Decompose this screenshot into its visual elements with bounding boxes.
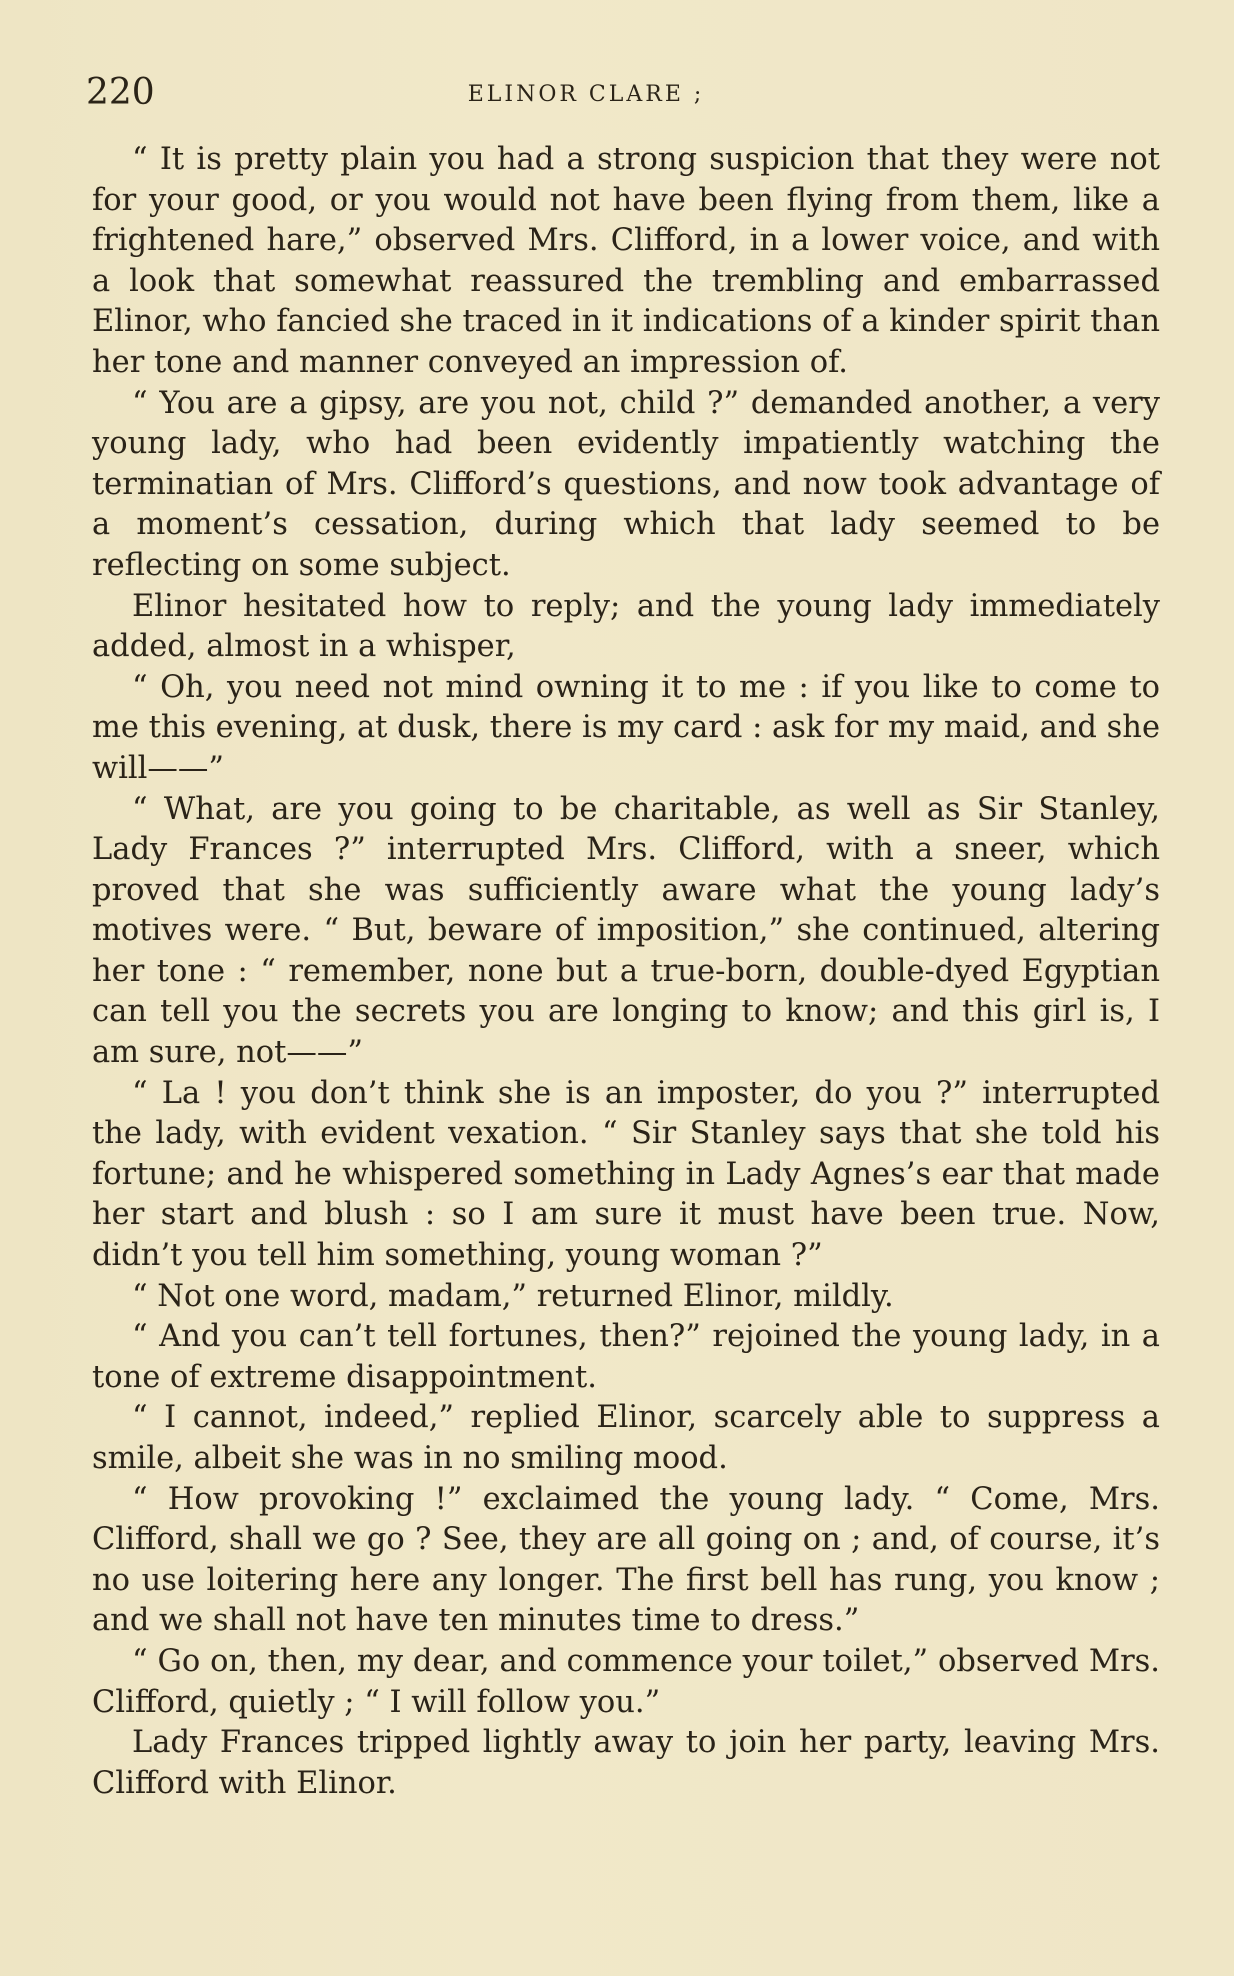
paragraph: “ What, are you going to be charitable, as well as Sir Stanley, Lady Frances ?” interrupted Mrs. Clifford, with a sneer, which proved that she was sufficiently aware what the young lady’s motives were. “ But, beware of imposition,” she continued, altering her tone : “ remember, none but a true-born, double-dyed Egyptian can tell you the secrets you are longing to know; and this girl is, I am sure, not——” bbox=[92, 791, 1160, 1071]
page-number: 220 bbox=[86, 72, 155, 113]
paragraph: “ And you can’t tell fortunes, then?” rejoined the young lady, in a tone of extreme disappointment. bbox=[92, 1319, 1160, 1395]
running-head: ELINOR CLARE ; bbox=[467, 82, 705, 107]
paragraph: “ You are a gipsy, are you not, child ?” demanded another, a very young lady, who had been evidently impatiently watching the terminatian of Mrs. Clifford’s questions, and now took advantage of a moment’s cessation, during which that lady seemed to be reflecting on some subject. bbox=[92, 385, 1160, 583]
paragraph: “ I cannot, indeed,” replied Elinor, scarcely able to suppress a smile, albeit she was in no smiling mood. bbox=[92, 1400, 1160, 1476]
page-header bbox=[86, 72, 1146, 120]
paragraph: “ Go on, then, my dear, and commence your toilet,” observed Mrs. Clifford, quietly ; “ I will follow you.” bbox=[92, 1643, 1160, 1720]
page-body bbox=[92, 140, 1160, 1804]
paragraph: “ Oh, you need not mind owning it to me : if you like to come to me this evening, at dusk, there is my card : ask for my maid, and she will——” bbox=[92, 669, 1160, 786]
paragraph: “ How provoking !” exclaimed the young lady. “ Come, Mrs. Clifford, shall we go ? See, they are all going on ; and, of course, it’s no use loitering here any longer. The first bell has rung, you know ; and we shall not have ten minutes time to dress.” bbox=[92, 1481, 1160, 1639]
paragraph: Lady Frances tripped lightly away to join her party, leaving Mrs. Clifford with Elinor. bbox=[92, 1725, 1160, 1801]
paragraph: Elinor hesitated how to reply; and the young lady immediately added, almost in a whisper, bbox=[92, 588, 1160, 665]
paragraph: “ La ! you don’t think she is an imposter, do you ?” interrupted the lady, with evident vexation. “ Sir Stanley says that she told his fortune; and he whispered something in Lady Agnes’s ear that made her start and blush : so I am sure it must have been true. Now, didn’t you tell him something, young woman ?” bbox=[92, 1075, 1160, 1274]
paragraph: “ It is pretty plain you had a strong suspicion that they were not for your good, or you would not have been flying from them, like a frightened hare,” observed Mrs. Clifford, in a lower voice, and with a look that somewhat reassured the trembling and embarrassed Elinor, who fancied she traced in it indications of a kinder spirit than her tone and manner conveyed an impression of. bbox=[92, 142, 1160, 380]
paragraph: “ Not one word, madam,” returned Elinor, mildly. bbox=[132, 1278, 894, 1314]
